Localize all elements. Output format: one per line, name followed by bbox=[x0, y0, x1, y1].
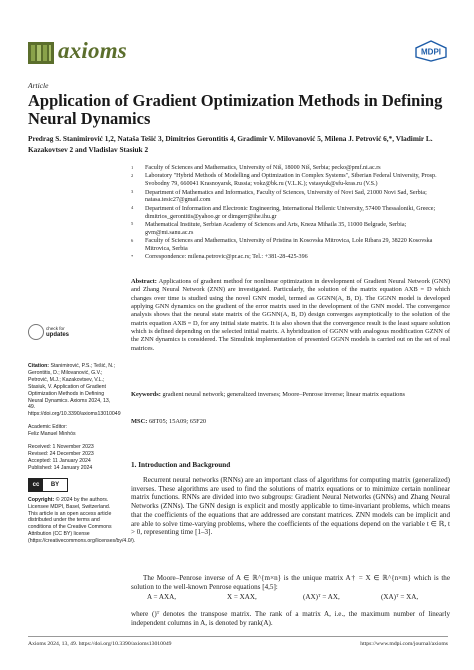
intro-paragraph-3: where ()ᵀ denotes the transpose matrix. The rank of a matrix A, i.e., the maximum number of linearly independent columns in A, is denoted by rank(A). bbox=[131, 610, 450, 627]
revised-date: Revised: 24 December 2023 bbox=[28, 450, 94, 457]
citation-text: Stanimirović, P.S.; Tešić, N.; Gerontitis, D.; Milovanović, G.V.; Petrović, M.J.; Kazakovtsev, V.L.; Stasiuk, V. Application of Gradient Optimization Methods in Defining Neural Dynamics. Axioms 2024, 13, 49. https://doi.org/10.3390/axioms13010049 bbox=[28, 363, 121, 418]
affiliation-item: 1 Faculty of Sciences and Mathematics, University of Niš, 18000 Niš, Serbia; pecko@pmf.ni.ac.rs bbox=[131, 164, 381, 171]
affiliation-item: 2 Laboratory "Hybrid Methods of Modelling and Optimization in Complex Systems", Siberian Federal University, Prosp. Svobodny 79, 660041 Krasnoyarsk, Russia; vokz@bk.ru (V.L.K.); vstasyuk@sfu-kras.ru (V.S.) bbox=[131, 172, 437, 188]
affiliation-item: 3 Department of Mathematics and Informatics, Faculty of Sciences, University of Novi Sad, 21000 Novi Sad, Serbia; natasa.tesic27@gmail.com bbox=[131, 189, 427, 204]
mdpi-logo-icon bbox=[414, 40, 448, 62]
copyright-block bbox=[28, 496, 136, 545]
journal-logo-icon bbox=[28, 42, 54, 64]
keywords bbox=[131, 391, 450, 399]
intro-paragraph-2: The Moore–Penrose inverse of A ∈ ℝ^{m×n} is the unique matrix A† = X ∈ ℝ^{n×m} which is the solution to the well-known Penrose equations [4,5]: bbox=[131, 574, 450, 591]
citation-block bbox=[28, 363, 121, 418]
mdpi-logo-text: MDPI bbox=[421, 47, 441, 57]
dates-block bbox=[28, 444, 116, 472]
by-icon: BY bbox=[43, 479, 67, 491]
affiliation-item: 4 Department of Information and Electronic Engineering, International Hellenic University, 57400 Thessaloniki, Greece; dimitrios_gerontitis@yahoo.gr or dimgerr@ihe.ihu.gr bbox=[131, 205, 436, 220]
msc-text: 68T05; 15A09; 65F20 bbox=[148, 418, 207, 425]
footer-divider bbox=[28, 636, 448, 637]
cc-icon: cc bbox=[29, 479, 43, 491]
check-for-updates-icon[interactable] bbox=[28, 324, 44, 340]
keywords-label: Keywords: bbox=[131, 391, 161, 398]
article-type: Article bbox=[28, 81, 49, 90]
msc-label: MSC: bbox=[131, 418, 148, 425]
check-for-updates-line1[interactable]: check for bbox=[46, 326, 65, 331]
intro-paragraph-1: Recurrent neural networks (RNNs) are an important class of algorithms for computing matrix (generalized) inverses. These algorithms are used to find the solutions of matrix equations or to minimize certain nonlinear matrix functions. RNNs are divided into two subgroups: Gradient Neural Networks (GNNs) and Zhang Neural Networks (ZNNs). The GNN design is explicit and mostly applicable to time-invariant problems, which means that the coefficients of the equations that are addressed are constant matrices. ZNN models can be implicit and are able to solve time-varying problems, where the coefficients of the equations depend on the variable t ∈ ℝ, t > 0, representing time [1–3]. bbox=[131, 476, 450, 537]
accepted-date: Accepted: 11 January 2024 bbox=[28, 457, 91, 464]
copyright-label: Copyright: bbox=[28, 496, 55, 503]
footer-journal-link[interactable]: https://www.mdpi.com/journal/axioms bbox=[360, 641, 448, 647]
footer-citation[interactable]: Axioms 2024, 13, 49. https://doi.org/10.3390/axioms13010049 bbox=[28, 641, 172, 647]
equation-2: X = XAX, bbox=[227, 593, 257, 601]
affiliation-item: 6 Faculty of Sciences and Mathematics, University of Pristina in Kosovska Mitrovica, Lole Ribara 29, 38220 Kosovska Mitrovica, Serbia bbox=[131, 237, 433, 252]
copyright-text: © 2024 by the authors. Licensee MDPI, Basel, Switzerland. This article is an open access article distributed under the terms and conditions of the Creative Commons Attribution (CC BY) license (https://creativecommons.org/licenses/by/4.0/). bbox=[28, 496, 136, 545]
paper-title: Application of Gradient Optimization Methods in Defining Neural Dynamics bbox=[28, 91, 443, 128]
correspondence: * Correspondence: milena.petrovic@pr.ac.rs; Tel.: +381-28-425-396 bbox=[131, 253, 308, 261]
msc-codes bbox=[131, 418, 450, 425]
affiliation-list bbox=[131, 165, 451, 263]
equation-1: A = AXA, bbox=[147, 593, 177, 601]
section-heading: 1. Introduction and Background bbox=[131, 461, 231, 469]
academic-editor-block bbox=[28, 424, 116, 438]
keywords-text: gradient neural network; generalized inverses; Moore–Penrose inverse; linear matrix equations bbox=[162, 391, 406, 398]
affiliation-item: 5 Mathematical Institute, Serbian Academy of Sciences and Arts, Kneza Mihaila 35, 11000 Belgrade, Serbia; gvm@mi.sanu.ac.rs bbox=[131, 221, 407, 236]
academic-editor-label: Academic Editor: bbox=[28, 424, 68, 431]
check-for-updates-line2[interactable]: updates bbox=[46, 332, 70, 338]
abstract-label: Abstract: bbox=[131, 278, 157, 285]
journal-name: axioms bbox=[58, 38, 127, 63]
equation-3: (AX)ᵀ = AX, bbox=[303, 593, 340, 601]
author-list: Predrag S. Stanimirović 1,2, Nataša Tešić 3, Dimitrios Gerontitis 4, Gradimir V. Milovanović 5, Milena J. Petrović 6,*, Vladimir L. Kazakovtsev 2 and Vladislav Stasiuk 2 bbox=[28, 134, 433, 154]
abstract-text: Applications of gradient method for nonlinear optimization in development of Gradient Neural Network (GNN) and Zhang Neural Network (ZNN) are investigated. Particularly, the solution of the matrix equation AXB = D which changes over time is studied using the novel GNN model, termed as GGNN(A, B, D). The GGNN model is developed applying GNN dynamics on the gradient of the error matrix used in the development of the GNN model. The convergence analysis shows that the neural state matrix of the GGNN(A, B, D) design converges asymptotically to the solution of the matrix equation AXB = D, for any initial state matrix. It is also shown that the convergence result is the least square solution which is defined depending on the selected initial matrix. A hybridization of GGNN with analogous modification GZNN of the ZNN dynamics is considered. The Simulink implementation of presented GGNN models is carried out on the set of real matrices. bbox=[131, 278, 450, 352]
article-sidebar bbox=[28, 363, 136, 551]
abstract bbox=[131, 278, 450, 353]
academic-editor-name: Feliz Manuel Minhós bbox=[28, 431, 76, 438]
citation-label: Citation: bbox=[28, 363, 50, 369]
received-date: Received: 1 November 2023 bbox=[28, 444, 94, 451]
cc-by-license-badge[interactable] bbox=[28, 478, 68, 492]
published-date: Published: 14 January 2024 bbox=[28, 464, 93, 471]
equation-4: (XA)ᵀ = XA, bbox=[381, 593, 419, 601]
